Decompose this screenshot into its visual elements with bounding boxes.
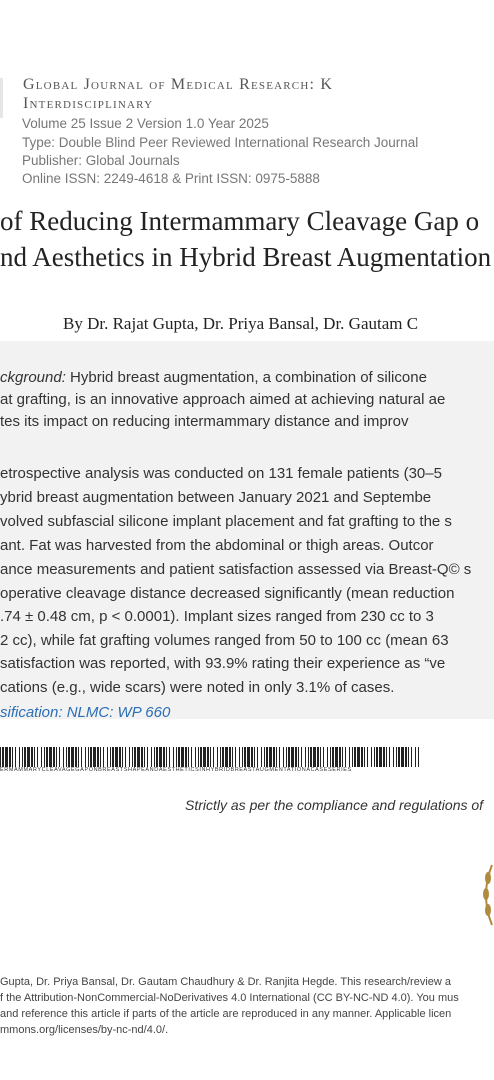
left-edge-mark: [0, 78, 3, 118]
barcode-bar: [100, 747, 101, 767]
barcode-bar: [176, 747, 177, 767]
barcode-bar: [291, 747, 294, 767]
barcode-bar: [220, 747, 221, 767]
journal-title-line2: Interdisciplinary: [23, 95, 154, 112]
barcode-bar: [151, 747, 152, 767]
barcode-bar: [374, 747, 375, 767]
barcode-bar: [198, 747, 199, 767]
barcode-bar: [210, 747, 211, 767]
barcode-bar: [85, 747, 86, 767]
abstract-text: Hybrid breast augmentation, a combination of silicone: [65, 369, 427, 386]
barcode-bar: [200, 747, 202, 767]
barcode-bar: [22, 747, 23, 767]
barcode-bar: [213, 747, 214, 767]
abstract-line: .74 ± 0.48 cm, p < 0.0001). Implant sizes ranged from 230 cc to 3: [0, 608, 434, 625]
barcode-bar: [225, 747, 228, 767]
abstract-line: at grafting, is an innovative approach aimed at achieving natural ae: [0, 391, 446, 408]
barcode-bar: [137, 747, 140, 767]
barcode-bar: [75, 747, 77, 767]
barcode-bar: [320, 747, 321, 767]
barcode-bar: [156, 747, 158, 767]
barcode-bar: [115, 747, 118, 767]
barcode-bar: [330, 747, 331, 767]
barcode-bar: [63, 747, 64, 767]
barcode-bar: [386, 747, 387, 767]
barcode-bar: [269, 747, 272, 767]
classification: sification: NLMC: WP 660: [0, 704, 171, 721]
barcode-bar: [411, 747, 412, 767]
barcode-bar: [166, 747, 167, 767]
copyright-line3: and reference this article if parts of the article are reproduced in any manner. Applicable licen: [0, 1008, 452, 1020]
barcode-bar: [141, 747, 143, 767]
barcode-bar: [310, 747, 312, 767]
barcode-bar: [266, 747, 268, 767]
barcode-bar: [173, 747, 174, 767]
barcode-bar: [103, 747, 104, 767]
abstract-line: ance measurements and patient satisfaction assessed via Breast-Q© s: [0, 561, 472, 578]
barcode-bar: [339, 747, 341, 767]
barcode-bar: [308, 747, 309, 767]
abstract-line: etrospective analysis was conducted on 131 female patients (30–5: [0, 465, 442, 482]
barcode-bar: [122, 747, 123, 767]
abstract-line: volved subfascial silicone implant placement and fat grafting to the s: [0, 513, 452, 530]
barcode-bar: [169, 747, 170, 767]
barcode-bar: [46, 747, 48, 767]
barcode-bar: [159, 747, 162, 767]
barcode-bar: [59, 747, 60, 767]
barcode-bar: [242, 747, 243, 767]
barcode-bar: [203, 747, 206, 767]
barcode-bar: [110, 747, 111, 767]
barcode-bar: [261, 747, 262, 767]
barcode-bar: [342, 747, 343, 767]
barcode-bar: [181, 747, 184, 767]
barcode-bar: [283, 747, 284, 767]
barcode-bar: [49, 747, 52, 767]
barcode-bar: [229, 747, 231, 767]
barcode-bar: [247, 747, 250, 767]
barcode-bar: [273, 747, 275, 767]
journal-type: Type: Double Blind Peer Reviewed International Research Journal: [22, 135, 419, 150]
barcode-bar: [178, 747, 180, 767]
barcode-bar: [44, 747, 45, 767]
barcode-bar: [352, 747, 353, 767]
barcode-bar: [5, 747, 8, 767]
barcode-bar: [71, 747, 74, 767]
barcode-bar: [383, 747, 385, 767]
barcode-bar: [313, 747, 316, 767]
barcode-bar: [401, 747, 404, 767]
barcode-bar: [134, 747, 136, 767]
barcode-bar: [398, 747, 400, 767]
barcode-bar: [244, 747, 246, 767]
barcode-bar: [27, 747, 30, 767]
barcode-bar: [12, 747, 13, 767]
article-title-line1: of Reducing Intermammary Cleavage Gap o: [0, 206, 480, 236]
barcode-bar: [254, 747, 255, 767]
barcode-bar: [264, 747, 265, 767]
barcode-bar: [125, 747, 126, 767]
barcode-bar: [53, 747, 55, 767]
barcode-bar: [251, 747, 253, 767]
barcode-bar: [154, 747, 155, 767]
barcode-bar: [279, 747, 280, 767]
barcode-bar: [257, 747, 258, 767]
barcode-bar: [301, 747, 302, 767]
barcode-bar: [357, 747, 360, 767]
barcode-bar: [163, 747, 165, 767]
barcode-bar: [88, 747, 89, 767]
laurel-icon: [476, 860, 494, 930]
barcode-bar: [19, 747, 20, 767]
barcode-label: ERMAMMARYCLEAVAGEGAPONBREASTSHAPEANDAESTHETICSINHYBRIDBREASTAUGMENTATIONACASESERIES: [0, 767, 352, 773]
license-link[interactable]: mmons.org/licenses/by-nc-nd/4.0/.: [0, 1024, 169, 1036]
barcode-bar: [93, 747, 96, 767]
barcode-bar: [185, 747, 187, 767]
barcode-bar: [147, 747, 148, 767]
barcode-bar: [217, 747, 218, 767]
barcode-bar: [345, 747, 346, 767]
barcode-bar: [323, 747, 324, 767]
barcode-bar: [132, 747, 133, 767]
article-title-line2: nd Aesthetics in Hybrid Breast Augmentation: [0, 242, 492, 272]
barcode-bar: [305, 747, 306, 767]
barcode-bar: [34, 747, 35, 767]
barcode-bar: [376, 747, 378, 767]
barcode-bar: [317, 747, 319, 767]
barcode-bar: [68, 747, 70, 767]
barcode-bar: [41, 747, 42, 767]
barcode-bar: [288, 747, 290, 767]
abstract-line: ant. Fat was harvested from the abdominal or thigh areas. Outcor: [0, 537, 434, 554]
issn: Online ISSN: 2249-4618 & Print ISSN: 0975-5888: [22, 171, 320, 186]
abstract-line: 2 cc), while fat grafting volumes ranged from 50 to 100 cc (mean 63: [0, 632, 449, 649]
barcode-bar: [37, 747, 38, 767]
abstract-line: tes its impact on reducing intermammary distance and improv: [0, 413, 409, 430]
barcode-bar: [191, 747, 192, 767]
abstract-line: cations (e.g., wide scars) were noted in only 3.1% of cases.: [0, 679, 395, 696]
barcode-bar: [327, 747, 328, 767]
barcode-bar: [119, 747, 121, 767]
barcode-bar: [286, 747, 287, 767]
abstract-line: [0, 369, 427, 386]
barcode-bar: [97, 747, 99, 767]
barcode-bar: [66, 747, 67, 767]
barcode-bar: [349, 747, 350, 767]
barcode-bar: [408, 747, 409, 767]
barcode-bar: [379, 747, 382, 767]
authors-line1: By Dr. Rajat Gupta, Dr. Priya Bansal, Dr. Gautam C: [63, 314, 419, 333]
barcode-bar: [81, 747, 82, 767]
barcode-bar: [107, 747, 108, 767]
barcode-bar: [361, 747, 363, 767]
barcode-bar: [0, 747, 1, 767]
barcode-bar: [78, 747, 79, 767]
barcode-bar: [367, 747, 368, 767]
barcode-bar: [415, 747, 416, 767]
barcode-bar: [129, 747, 130, 767]
barcode-bar: [332, 747, 334, 767]
barcode-bar: [9, 747, 11, 767]
barcode-bar: [418, 747, 419, 767]
barcode-bar: [354, 747, 356, 767]
barcode-bar: [232, 747, 233, 767]
barcode-bar: [188, 747, 189, 767]
publisher: Publisher: Global Journals: [22, 153, 180, 168]
copyright-line2: f the Attribution-NonCommercial-NoDerivatives 4.0 International (CC BY-NC-ND 4.0). You mus: [0, 992, 459, 1004]
background-label: ckground:: [0, 369, 66, 386]
barcode-bar: [24, 747, 26, 767]
barcode-image: [0, 747, 420, 767]
abstract-line: operative cleavage distance decreased significantly (mean reduction: [0, 585, 455, 602]
barcode-bar: [207, 747, 209, 767]
barcode-bar: [195, 747, 196, 767]
barcode-bar: [90, 747, 92, 767]
abstract-line: ybrid breast augmentation between January 2021 and Septembe: [0, 489, 432, 506]
barcode-bar: [56, 747, 57, 767]
barcode-bar: [405, 747, 407, 767]
barcode-bar: [295, 747, 297, 767]
barcode-bar: [222, 747, 224, 767]
barcode-bar: [396, 747, 397, 767]
journal-title-line1: Global Journal of Medical Research: K: [23, 76, 334, 93]
barcode-bar: [298, 747, 299, 767]
barcode-bar: [335, 747, 338, 767]
barcode-bar: [371, 747, 372, 767]
barcode-bar: [31, 747, 33, 767]
copyright-line1: Gupta, Dr. Priya Bansal, Dr. Gautam Chaudhury & Dr. Ranjita Hegde. This research/review a: [0, 976, 451, 988]
barcode-bar: [389, 747, 390, 767]
barcode-bar: [364, 747, 365, 767]
barcode-bar: [112, 747, 114, 767]
abstract-line: satisfaction was reported, with 93.9% rating their experience as “ve: [0, 655, 446, 672]
compliance-note: Strictly as per the compliance and regulations of: [185, 797, 484, 813]
barcode-bar: [235, 747, 236, 767]
barcode-bar: [393, 747, 394, 767]
barcode-bar: [276, 747, 277, 767]
barcode-bar: [144, 747, 145, 767]
volume-info: Volume 25 Issue 2 Version 1.0 Year 2025: [22, 116, 269, 131]
barcode-bar: [239, 747, 240, 767]
barcode-bar: [15, 747, 16, 767]
barcode-bar: [2, 747, 4, 767]
